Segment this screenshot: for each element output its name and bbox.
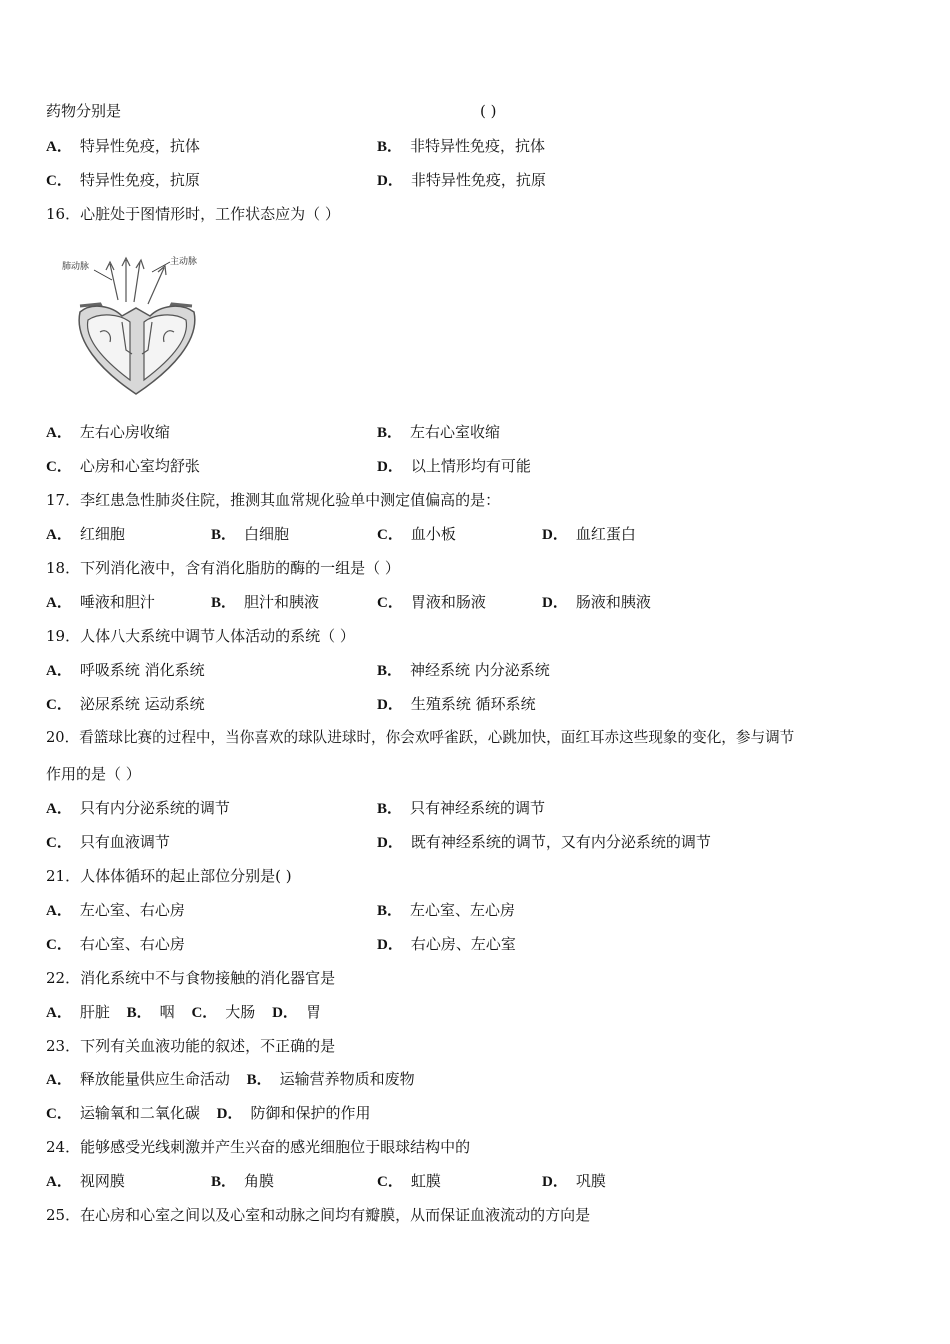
q24-option-c: C． 虹膜	[377, 1172, 441, 1190]
q17-option-b: B． 白细胞	[211, 525, 290, 543]
q15-option-a: A． 特异性免疫，抗体	[46, 137, 200, 155]
q16-option-a: A． 左右心房收缩	[46, 423, 170, 441]
q19-option-b: B． 神经系统 内分泌系统	[377, 661, 550, 679]
q17-option-d: D． 血红蛋白	[542, 525, 636, 543]
q17-option-c: C． 血小板	[377, 525, 456, 543]
q24-option-a: A． 视网膜	[46, 1172, 125, 1190]
q21-option-a: A． 左心室、右心房	[46, 901, 185, 919]
q15-answer-paren: ( )	[480, 102, 497, 120]
q17-option-a: A． 红细胞	[46, 525, 125, 543]
q23-options-row2: C． 运输氧和二氧化碳 D． 防御和保护的作用	[46, 1104, 371, 1122]
q16-option-d: D． 以上情形均有可能	[377, 457, 531, 475]
q18-option-a: A． 唾液和胆汁	[46, 593, 155, 611]
q16-stem: 16．心脏处于图情形时，工作状态应为（ ）	[46, 205, 340, 223]
q19-option-c: C． 泌尿系统 运动系统	[46, 695, 205, 713]
q19-option-a: A． 呼吸系统 消化系统	[46, 661, 205, 679]
q17-stem: 17．李红患急性肺炎住院，推测其血常规化验单中测定值偏高的是：	[46, 491, 501, 509]
q18-option-d: D． 肠液和胰液	[542, 593, 651, 611]
q24-stem: 24．能够感受光线刺激并产生兴奋的感光细胞位于眼球结构中的	[46, 1138, 471, 1156]
q16-option-b: B． 左右心室收缩	[377, 423, 501, 441]
q18-option-b: B． 胆汁和胰液	[211, 593, 320, 611]
q20-stem-line2: 作用的是（ ）	[46, 765, 141, 783]
q23-stem: 23．下列有关血液功能的叙述，不正确的是	[46, 1037, 336, 1055]
q22-options-row: A． 肝脏 B． 咽 C． 大肠 D． 胃	[46, 1003, 321, 1021]
q20-option-b: B． 只有神经系统的调节	[377, 799, 546, 817]
q15-option-d: D． 非特异性免疫，抗原	[377, 171, 546, 189]
q19-option-d: D． 生殖系统 循环系统	[377, 695, 536, 713]
q24-option-d: D． 巩膜	[542, 1172, 606, 1190]
q21-option-c: C． 右心室、右心房	[46, 935, 185, 953]
q23-options-row1: A． 释放能量供应生命活动 B． 运输营养物质和废物	[46, 1070, 415, 1088]
q18-option-c: C． 胃液和肠液	[377, 593, 486, 611]
q18-stem: 18．下列消化液中，含有消化脂肪的酶的一组是（ ）	[46, 559, 400, 577]
q22-stem: 22．消化系统中不与食物接触的消化器官是	[46, 969, 336, 987]
q25-stem: 25．在心房和心室之间以及心室和动脉之间均有瓣膜，从而保证血液流动的方向是	[46, 1206, 591, 1224]
q21-option-b: B． 左心室、左心房	[377, 901, 516, 919]
aorta-label: 主动脉	[170, 257, 198, 267]
q19-stem: 19．人体八大系统中调节人体活动的系统（ ）	[46, 627, 355, 645]
q16-option-c: C． 心房和心室均舒张	[46, 457, 200, 475]
q15-option-b: B． 非特异性免疫，抗体	[377, 137, 546, 155]
q20-stem-line1: 20．看篮球比赛的过程中，当你喜欢的球队进球时，你会欢呼雀跃，心跳加快，面红耳赤这些现象的变化，参与调节	[46, 729, 795, 746]
q20-option-a: A． 只有内分泌系统的调节	[46, 799, 230, 817]
q20-option-c: C． 只有血液调节	[46, 833, 170, 851]
q15-option-c: C． 特异性免疫，抗原	[46, 171, 200, 189]
pulmonary-artery-label: 肺动脉	[62, 262, 90, 272]
q15-stem-tail: 药物分别是	[46, 102, 122, 120]
q20-option-d: D． 既有神经系统的调节，又有内分泌系统的调节	[377, 833, 711, 851]
q21-option-d: D． 右心房、左心室	[377, 935, 516, 953]
q21-stem: 21．人体体循环的起止部位分别是( )	[46, 867, 292, 885]
heart-diagram	[60, 250, 220, 400]
q24-option-b: B． 角膜	[211, 1172, 275, 1190]
